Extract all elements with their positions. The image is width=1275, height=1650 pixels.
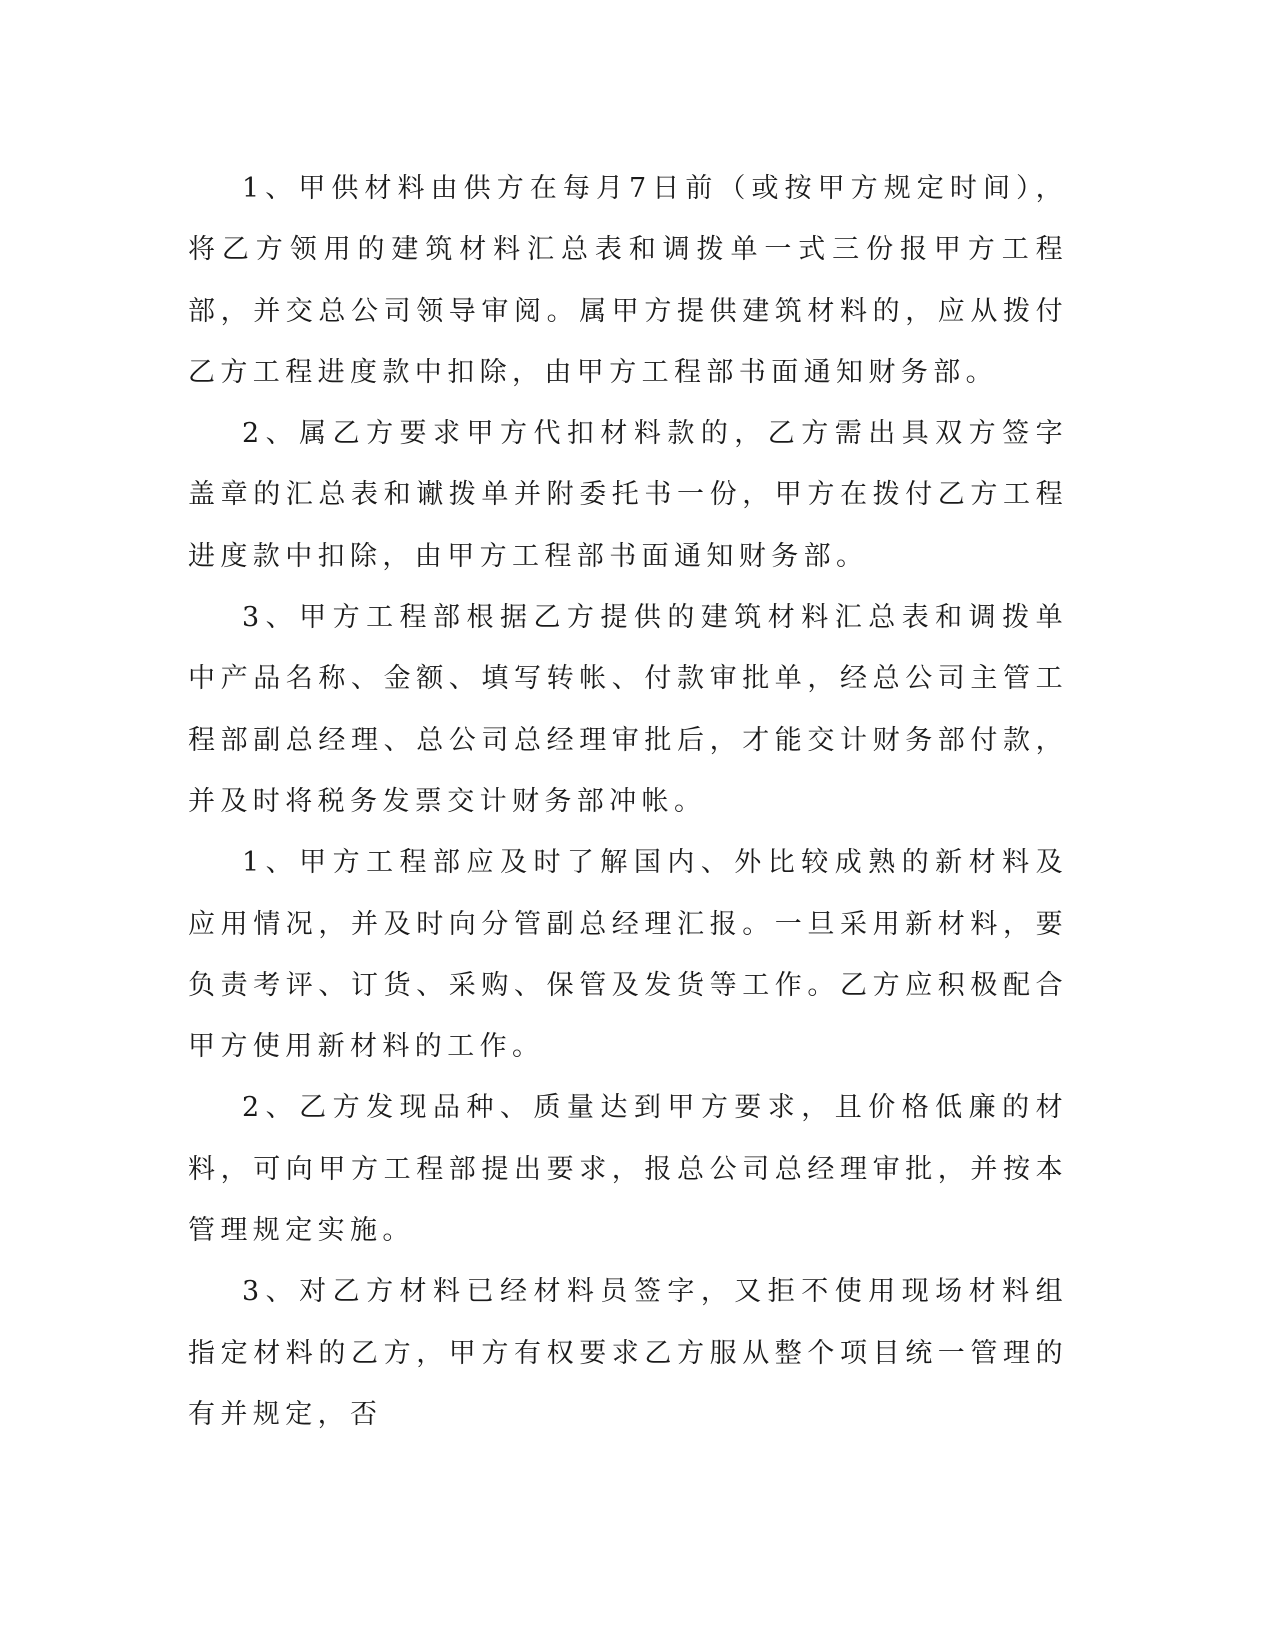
- paragraph-3: 3、甲方工程部根据乙方提供的建筑材料汇总表和调拨单中产品名称、金额、填写转帐、付款审批单，经总公司主管工程部副总经理、总公司总经理审批后，才能交计财务部付款，并及时将税务发票交计财务部冲帐。: [188, 602, 1068, 817]
- paragraph-1: 1、甲供材料由供方在每月7日前（或按甲方规定时间），将乙方领用的建筑材料汇总表和调拨单一式三份报甲方工程部，并交总公司领导审阅。属甲方提供建筑材料的，应从拨付乙方工程进度款中扣除，由甲方工程部书面通知财务部。: [188, 173, 1068, 388]
- paragraph-4: 1、甲方工程部应及时了解国内、外比较成熟的新材料及应用情况，并及时向分管副总经理汇报。一旦采用新材料，要负责考评、订货、采购、保管及发货等工作。乙方应积极配合甲方使用新材料的工作。: [188, 847, 1068, 1063]
- paragraph-5: 2、乙方发现品种、质量达到甲方要求，且价格低廉的材料，可向甲方工程部提出要求，报总公司总经理审批，并按本管理规定实施。: [188, 1092, 1068, 1247]
- paragraph-6: 3、对乙方材料已经材料员签字，又拒不使用现场材料组指定材料的乙方，甲方有权要求乙方服从整个项目统一管理的有并规定，否: [188, 1276, 1068, 1430]
- paragraph-2: 2、属乙方要求甲方代扣材料款的，乙方需出具双方签字盖章的汇总表和谳拨单并附委托书一份，甲方在拨付乙方工程进度款中扣除，由甲方工程部书面通知财务部。: [188, 418, 1068, 572]
- document-body: [188, 158, 1068, 1445]
